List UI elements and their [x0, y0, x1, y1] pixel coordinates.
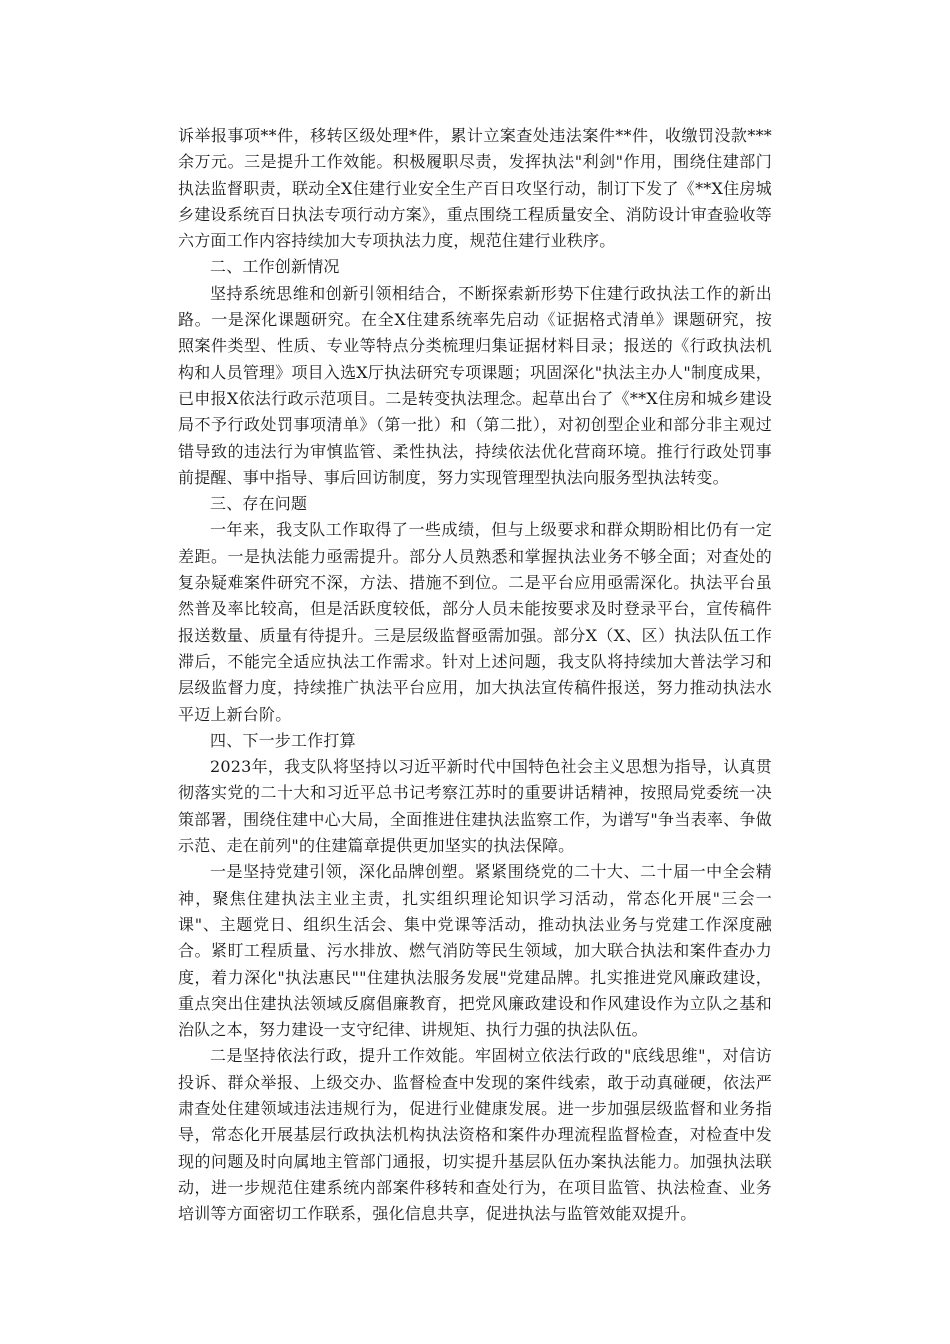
document-page: [178, 123, 772, 1227]
paragraph-next-steps-intro: 2023年，我支队将坚持以习近平新时代中国特色社会主义思想为指导，认真贯彻落实党的二十大和习近平总书记考察江苏时的重要讲话精神，按照局党委统一决策部署，围绕住建中心大局，全面推进住建执法监察工作，为谱写"争当表率、争做示范、走在前列"的住建篇章提供更加坚实的执法保障。: [178, 757, 772, 856]
section-heading-innovation: 二、工作创新情况: [210, 257, 340, 277]
paragraph-continuation: 诉举报事项**件，移转区级处理*件，累计立案查处违法案件**件，收缴罚没款***余万元。三是提升工作效能。积极履职尽责，发挥执法"利剑"作用，围绕住建部门执法监督职责，联动全X住建行业安全生产百日攻坚行动，制订下发了《**X住房城乡建设系统百日执法专项行动方案》，重点围绕工程质量安全、消防设计审查验收等六方面工作内容持续加大专项执法力度，规范住建行业秩序。: [178, 126, 772, 251]
section-heading-problems: 三、存在问题: [210, 494, 308, 514]
paragraph-problems: 一年来，我支队工作取得了一些成绩，但与上级要求和群众期盼相比仍有一定差距。一是执法能力亟需提升。部分人员熟悉和掌握执法业务不够全面；对查处的复杂疑难案件研究不深，方法、措施不到位。二是平台应用亟需深化。执法平台虽然普及率比较高，但是活跃度较低，部分人员未能按要求及时登录平台，宣传稿件报送数量、质量有待提升。三是层级监督亟需加强。部分X（X、区）执法队伍工作滞后，不能完全适应执法工作需求。针对上述问题，我支队将持续加大普法学习和层级监督力度，持续推广执法平台应用，加大执法宣传稿件报送，努力推动执法水平迈上新台阶。: [178, 520, 772, 724]
paragraph-innovation: 坚持系统思维和创新引领相结合，不断探索新形势下住建行政执法工作的新出路。一是深化课题研究。在全X住建系统率先启动《证据格式清单》课题研究，按照案件类型、性质、专业等特点分类梳理归集证据材料目录；报送的《行政执法机构和人员管理》项目入选X厅执法研究专项课题；巩固深化"执法主办人"制度成果，已申报X依法行政示范项目。二是转变执法理念。起草出台了《**X住房和城乡建设局不予行政处罚事项清单》（第一批）和（第二批），对初创型企业和部分非主观过错导致的违法行为审慎监管、柔性执法，持续依法优化营商环境。推行行政处罚事前提醒、事中指导、事后回访制度，努力实现管理型执法向服务型执法转变。: [178, 283, 772, 487]
paragraph-law-enforcement: 二是坚持依法行政，提升工作效能。牢固树立依法行政的"底线思维"，对信访投诉、群众举报、上级交办、监督检查中发现的案件线索，敢于动真碰硬，依法严肃查处住建领域违法违规行为，促进行业健康发展。进一步加强层级监督和业务指导，常态化开展基层行政执法机构执法资格和案件办理流程监督检查，对检查中发现的问题及时向属地主管部门通报，切实提升基层队伍办案执法能力。加强执法联动，进一步规范住建系统内部案件移转和查处行为，在项目监管、执法检查、业务培训等方面密切工作联系，强化信息共享，促进执法与监管效能双提升。: [178, 1046, 772, 1224]
paragraph-party-building: 一是坚持党建引领，深化品牌创塑。紧紧围绕党的二十大、二十届一中全会精神，聚焦住建执法主业主责，扎实组织理论知识学习活动，常态化开展"三会一课"、主题党日、组织生活会、集中党课等活动，推动执法业务与党建工作深度融合。紧盯工程质量、污水排放、燃气消防等民生领域，加大联合执法和案件查办力度，着力深化"执法惠民""住建执法服务发展"党建品牌。扎实推进党风廉政建设，重点突出住建执法领域反腐倡廉教育，把党风廉政建设和作风建设作为立队之基和治队之本，努力建设一支守纪律、讲规矩、执行力强的执法队伍。: [178, 862, 772, 1040]
section-heading-next-steps: 四、下一步工作打算: [210, 730, 356, 750]
